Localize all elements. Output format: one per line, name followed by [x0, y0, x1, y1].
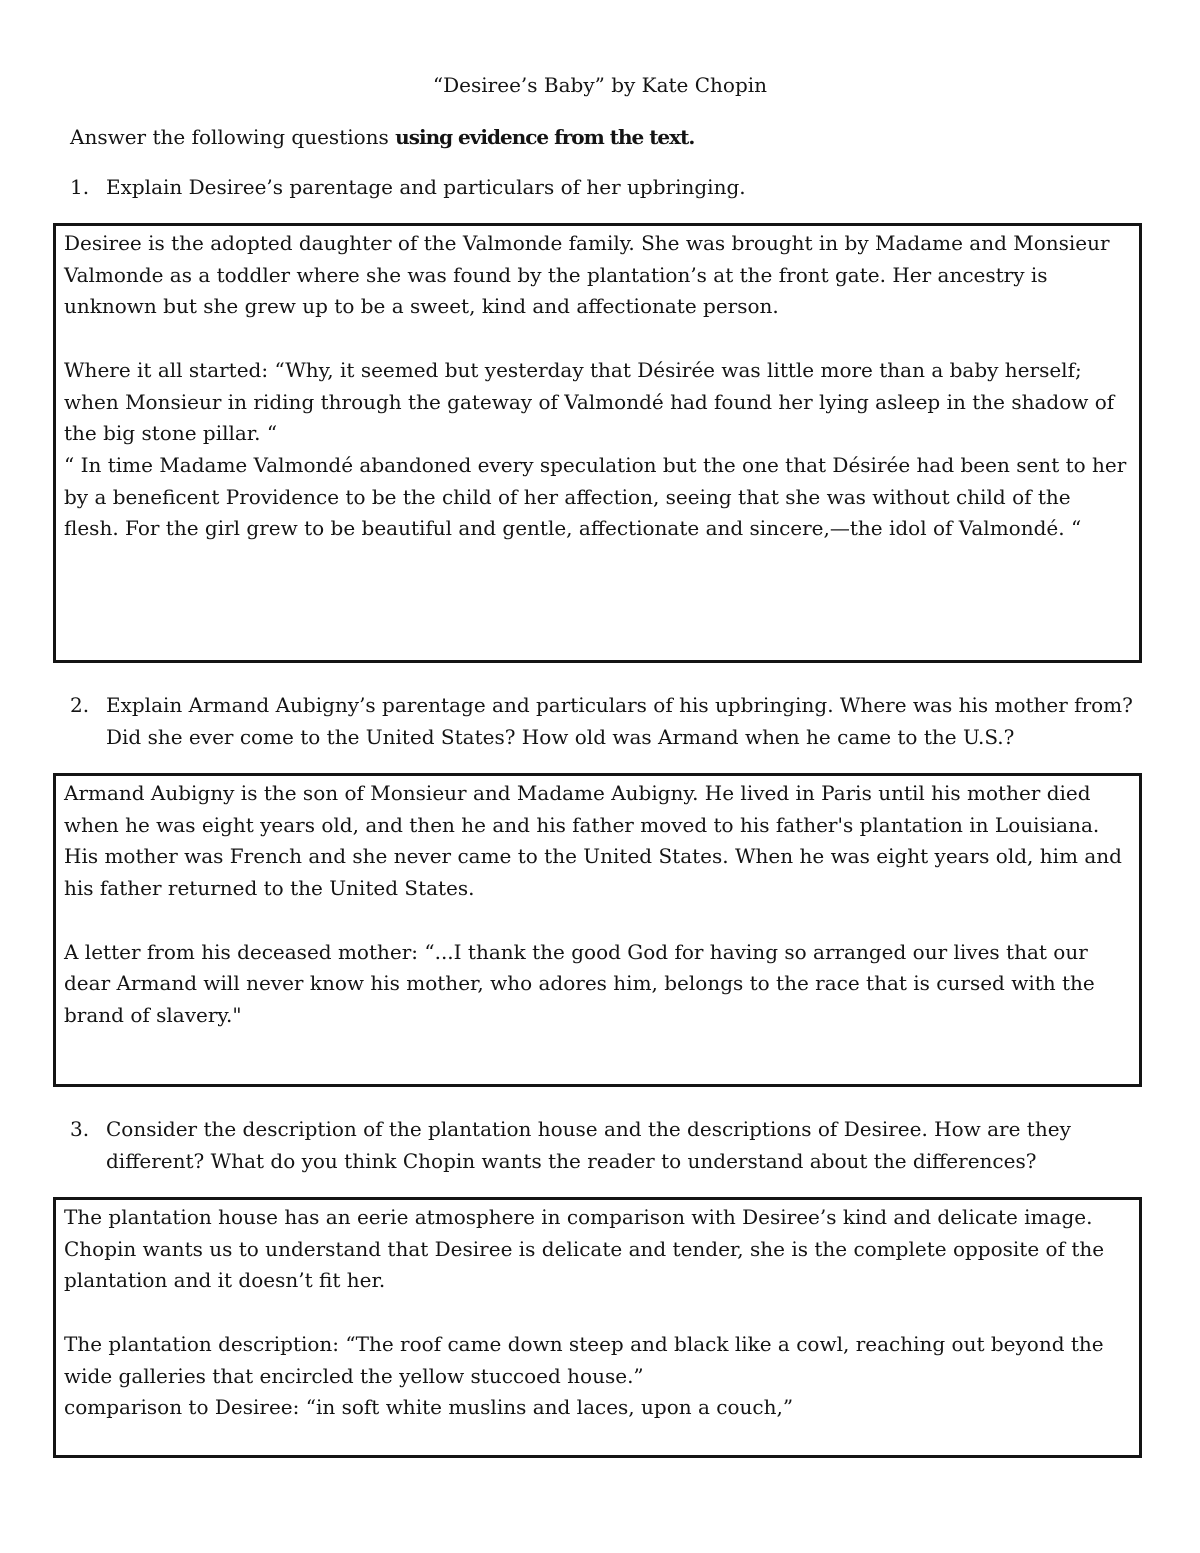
answer-2-paragraph-2: His mother was French and she never came to the United States. When he was eight years old, him and his father returned to the United States.	[64, 844, 1122, 901]
question-1	[70, 171, 1140, 203]
answer-2-paragraph-1: Armand Aubigny is the son of Monsieur and Madame Aubigny. He lived in Paris until his mother died when he was eight years old, and then he and his father moved to his father's plantation in Louisiana.	[64, 781, 1100, 837]
question-2	[70, 689, 1140, 753]
answer-3-paragraph-3: comparison to Desiree: “in soft white muslins and laces, upon a couch,”	[64, 1395, 794, 1420]
answer-1-blank-line	[64, 323, 1131, 355]
question-1-text: Explain Desiree’s parentage and particulars of her upbringing.	[106, 175, 746, 199]
question-1-number: 1.	[70, 175, 90, 199]
answer-1-paragraph-1: Desiree is the adopted daughter of the Valmonde family. She was brought in by Madame and Monsieur Valmonde as a toddler where she was found by the plantation’s at the front gate. Her ancestry is unknown but she grew up to be a sweet, kind and affectionate person.	[64, 231, 1110, 319]
question-2-text: Explain Armand Aubigny’s parentage and particulars of his upbringing. Where was his mother from? Did she ever come to the United States? How old was Armand when he came to the U.S.?	[106, 693, 1133, 749]
answer-1-paragraph-3: “ In time Madame Valmondé abandoned every speculation but the one that Désirée had been sent to her by a beneficent Providence to be the child of her affection, seeing that she was without child of the flesh. For the girl grew to be beautiful and gentle, affectionate and sincere,—the idol of Valmondé. “	[64, 452, 1127, 541]
answer-2-paragraph-3: A letter from his deceased mother: “...I thank the good God for having so arranged our lives that our dear Armand will never know his mother, who adores him, belongs to the race that is cursed with the brand of slavery."	[64, 939, 1095, 1027]
question-3-number: 3.	[70, 1117, 90, 1141]
answer-box-2[interactable]	[53, 773, 1142, 1087]
instructions	[70, 124, 694, 150]
answer-box-3[interactable]	[53, 1197, 1142, 1458]
question-2-number: 2.	[70, 693, 90, 717]
answer-1-paragraph-2: Where it all started: “Why, it seemed but yesterday that Désirée was little more than a baby herself; when Monsieur in riding through the gateway of Valmondé had found her lying asleep in the shadow of the big stone pillar. “	[64, 357, 1115, 446]
question-3-text: Consider the description of the plantation house and the descriptions of Desiree. How are they different? What do you think Chopin wants the reader to understand about the differences?	[106, 1117, 1071, 1173]
answer-3-paragraph-1: The plantation house has an eerie atmosphere in comparison with Desiree’s kind and delicate image. Chopin wants us to understand that Desiree is delicate and tender, she is the complete opposite of the plantation and it doesn’t fit her.	[64, 1205, 1105, 1293]
answer-3-blank-line	[64, 1297, 1131, 1329]
instructions-text: Answer the following questions	[70, 125, 396, 149]
question-3	[70, 1113, 1140, 1177]
answer-2-blank-line	[64, 905, 1131, 937]
document-title: “Desiree’s Baby” by Kate Chopin	[432, 73, 768, 97]
answer-box-1[interactable]	[53, 223, 1142, 663]
answer-3-paragraph-2: The plantation description: “The roof came down steep and black like a cowl, reaching out beyond the wide galleries that encircled the yellow stuccoed house.”	[64, 1331, 1104, 1388]
instructions-emphasis: using evidence from the text.	[395, 125, 695, 149]
